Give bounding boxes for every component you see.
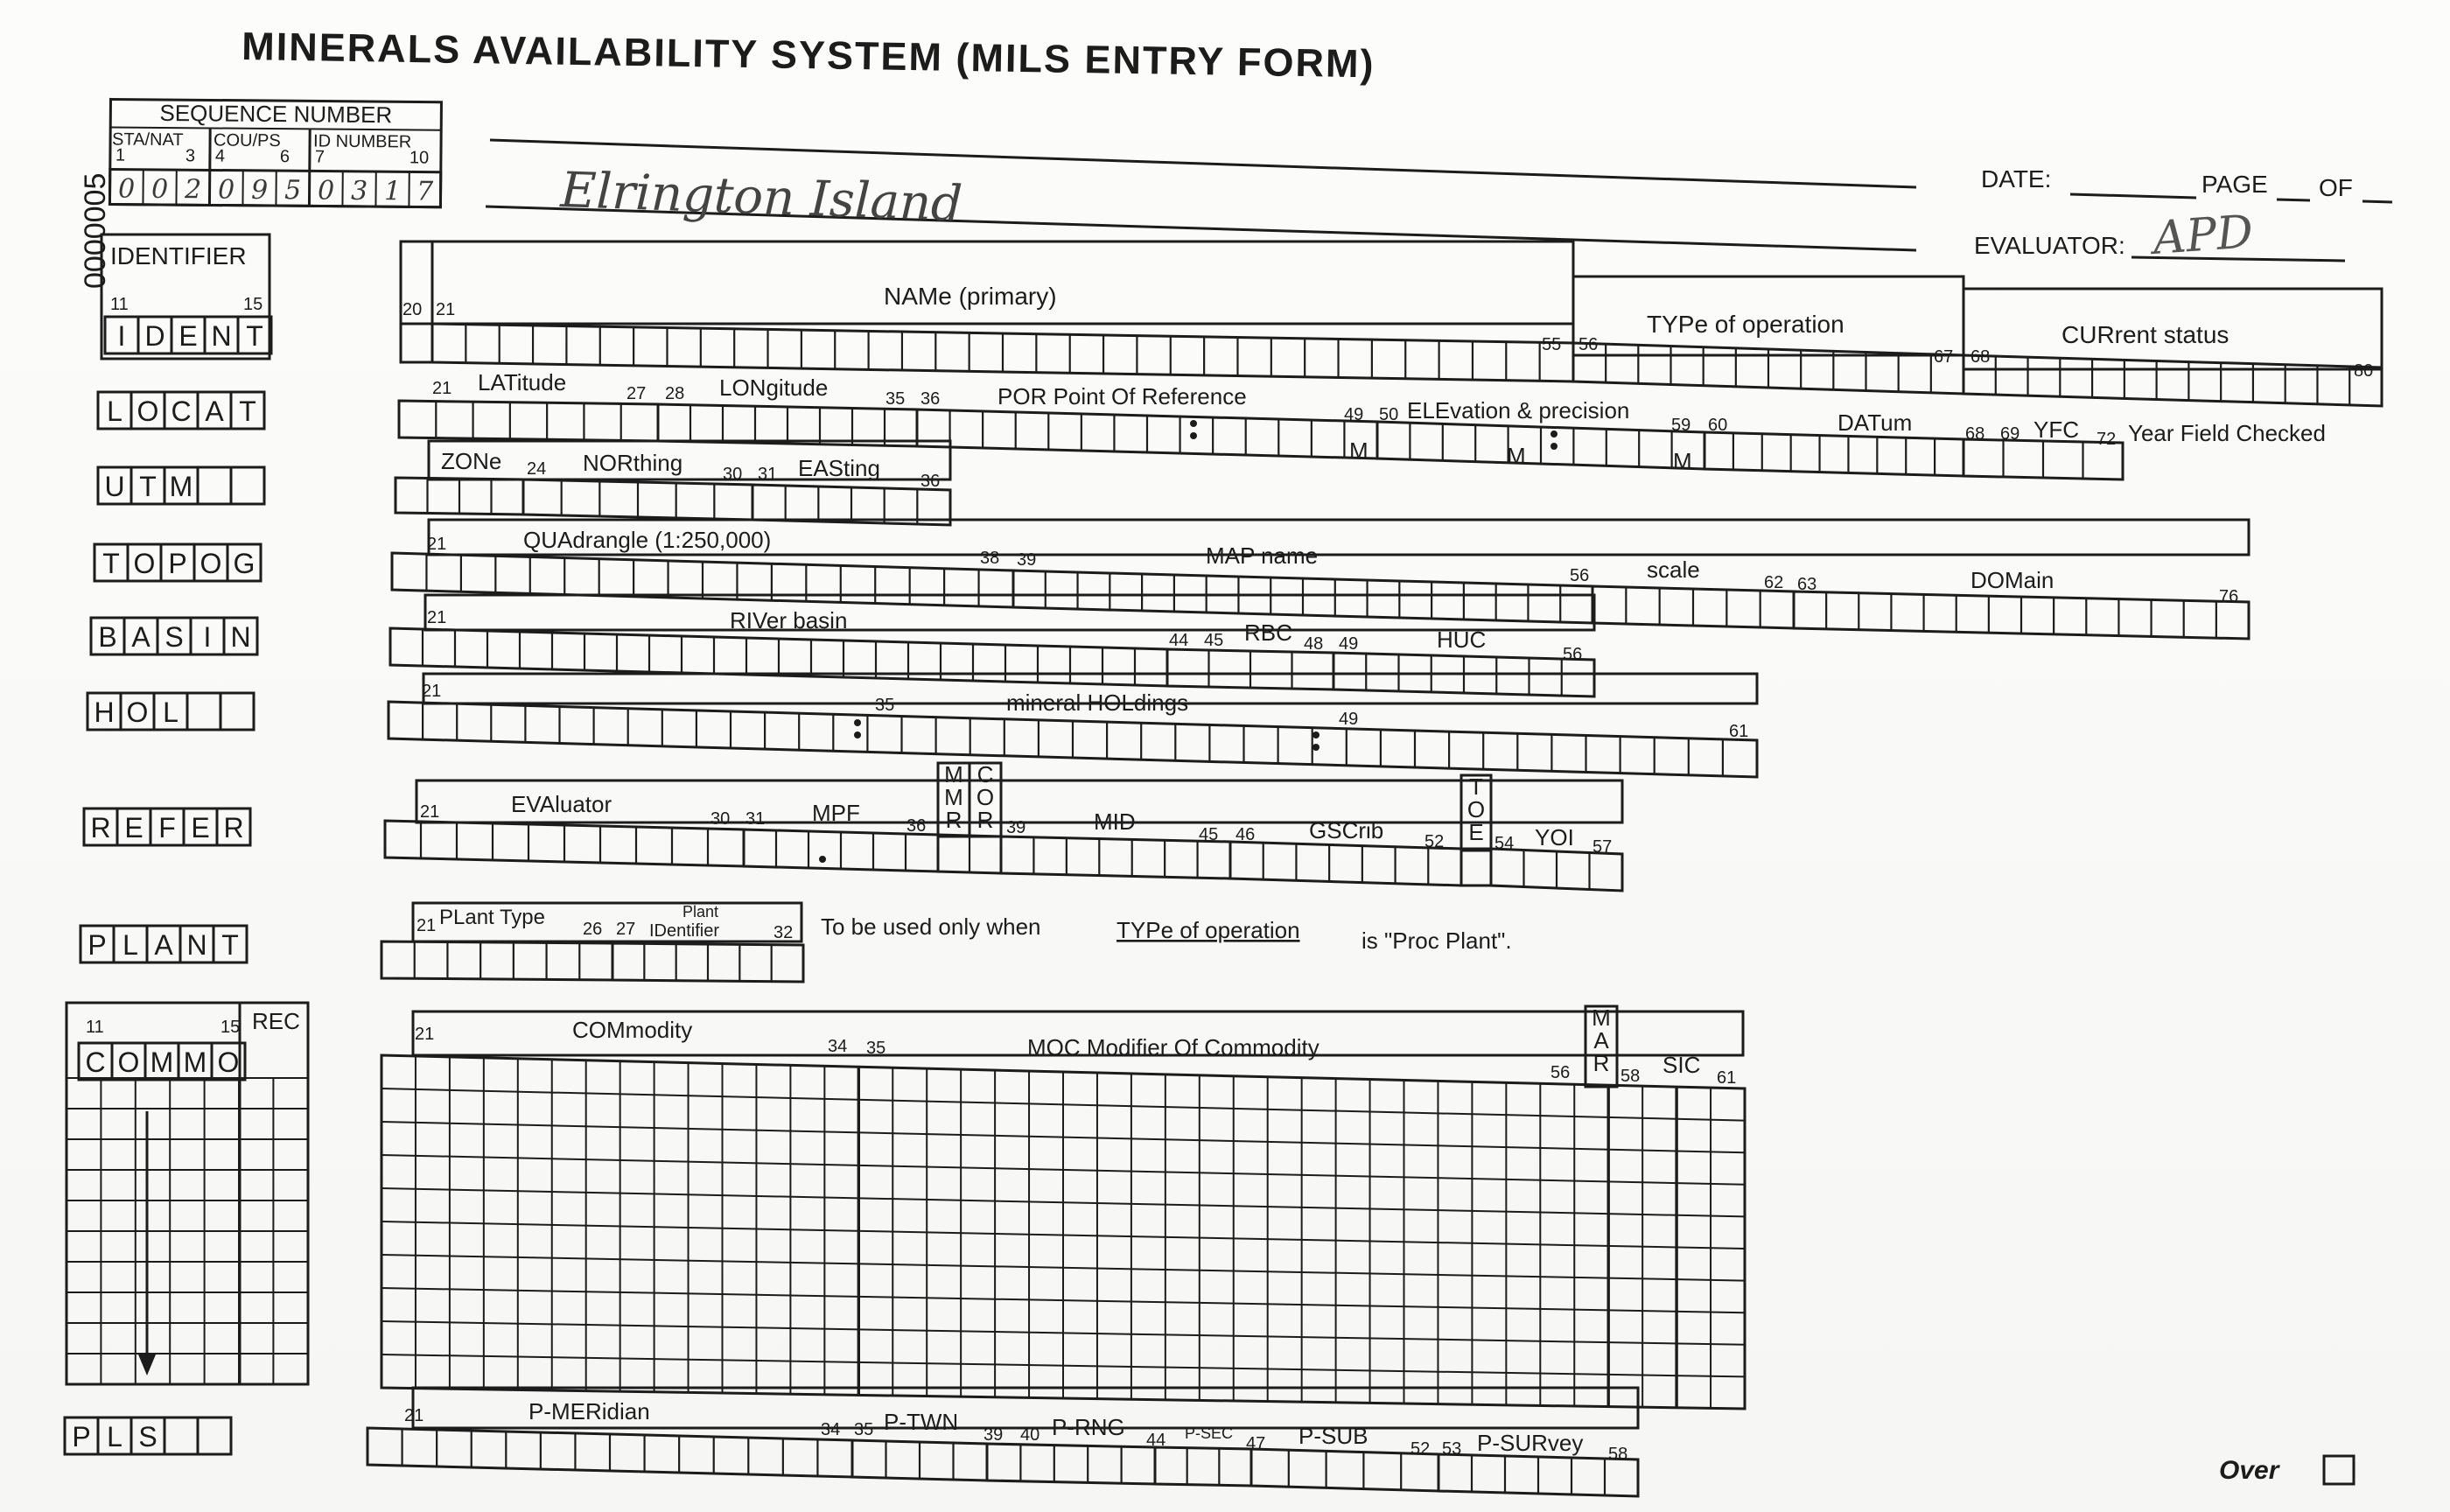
utm-zone-cells[interactable] <box>396 478 523 514</box>
identifier-col-end: 15 <box>243 295 263 314</box>
col-number: 26 <box>583 920 603 939</box>
col-number: 21 <box>427 535 447 554</box>
sequence-digit: 9 <box>250 174 269 206</box>
col-number: 50 <box>1379 405 1399 424</box>
code-letter: N <box>186 929 207 961</box>
field-grids <box>368 242 2382 1496</box>
code-letter: T <box>102 548 120 579</box>
refer-mid-label: MID <box>1094 808 1136 835</box>
plant-type-cells-border <box>382 942 612 980</box>
locat-latitude-cells-border <box>399 401 658 441</box>
col-number: 68 <box>1965 424 1985 444</box>
colon-dot <box>1550 430 1558 438</box>
col-number: 62 <box>1764 573 1784 592</box>
locat-yfc-label: YFC <box>2034 416 2079 443</box>
col-number: 21 <box>416 916 437 935</box>
colon-dot <box>854 719 861 726</box>
code-letter: O <box>117 1046 140 1078</box>
col-number: 63 <box>1797 575 1817 594</box>
record-code-locat <box>98 392 264 429</box>
pls-township-cells[interactable] <box>852 1440 987 1480</box>
plant-identifier-label-2: IDentifier <box>649 921 720 941</box>
col-number: 7 <box>314 147 326 167</box>
plant-note-prefix: To be used only when <box>821 914 1041 940</box>
col-number: 68 <box>1970 347 1991 367</box>
locat-datum-label: DATum <box>1838 410 1913 436</box>
pls-meridian-cells[interactable] <box>368 1428 852 1477</box>
identifier-col-start: 11 <box>110 295 129 314</box>
locat-latitude-label: LATitude <box>478 369 567 396</box>
record-code-hol <box>88 693 254 730</box>
header-fields <box>486 140 2392 265</box>
ident-col20-cell-border <box>401 324 432 362</box>
code-letter: I <box>203 621 212 653</box>
sequence-sub-label: ID NUMBER <box>312 131 412 152</box>
evaluator-signature: APD <box>2151 206 2255 265</box>
col-number: 21 <box>432 379 452 398</box>
col-number: 61 <box>1717 1068 1737 1088</box>
plant-type-cells[interactable] <box>382 942 612 980</box>
code-cell <box>164 1418 198 1454</box>
col-number: 56 <box>1550 1063 1571 1082</box>
refer-yoi-label: YOI <box>1535 824 1574 850</box>
col-number: 69 <box>2000 424 2020 444</box>
col-number: 32 <box>774 923 794 942</box>
col-number: 4 <box>214 146 226 166</box>
colon-dot <box>1190 432 1197 439</box>
col-number: 40 <box>1020 1425 1040 1445</box>
col-number: 67 <box>1934 347 1954 367</box>
commo-moc-label: MOC Modifier Of Commodity <box>1027 1034 1320 1060</box>
colon-dot <box>854 732 861 738</box>
col-number: 48 <box>1304 634 1324 654</box>
col-number: 55 <box>1542 335 1562 354</box>
col-number: 10 <box>409 148 430 168</box>
m-marker: M <box>1349 438 1368 464</box>
col-number: 36 <box>920 472 941 491</box>
locat-elevation-cells[interactable] <box>1377 422 1704 469</box>
pls-survey-label: P-SURvey <box>1477 1430 1584 1456</box>
form-title: MINERALS AVAILABILITY SYSTEM (MILS ENTRY FORM) <box>241 24 1376 87</box>
col-number: 54 <box>1494 834 1515 853</box>
code-letter: T <box>221 929 239 961</box>
colon-dot <box>1190 420 1197 427</box>
code-letter: A <box>154 929 173 961</box>
col-number: 45 <box>1204 631 1224 650</box>
locat-por-label: POR Point Of Reference <box>998 383 1247 410</box>
code-letter: P <box>88 929 107 961</box>
col-number: 28 <box>665 384 685 403</box>
pls-section-cells[interactable] <box>1155 1447 1251 1486</box>
utm-zone-label: ZONe <box>441 448 502 474</box>
topog-quad-cells[interactable] <box>392 553 1013 607</box>
pls-subdivision-label: P-SUB <box>1298 1423 1368 1449</box>
commo-commodity-label: COMmodity <box>572 1017 693 1043</box>
record-code-commo <box>79 1043 245 1080</box>
locat-elevation-label: ELEvation & precision <box>1407 397 1630 424</box>
col-number: 30 <box>710 809 731 829</box>
colon-dot <box>1312 732 1320 738</box>
plant-note-type: TYPe of operation <box>1116 917 1300 943</box>
sequence-digit: 0 <box>317 175 335 206</box>
commo-col-end: 15 <box>220 1018 241 1037</box>
col-number: 58 <box>1620 1067 1641 1086</box>
over-indicator <box>2219 1456 2354 1485</box>
refer-evaluator-label: EVAluator <box>511 791 612 817</box>
col-number: 31 <box>758 465 778 484</box>
topog-domain-label: DOMain <box>1970 567 2054 593</box>
sequence-heading: SEQUENCE NUMBER <box>159 99 393 129</box>
col-number: 31 <box>746 809 766 829</box>
sequence-digit: 7 <box>416 176 434 207</box>
sequence-number-block <box>109 99 441 206</box>
col-number: 24 <box>527 459 547 479</box>
col-number: 21 <box>427 608 447 627</box>
refer-mpf-label: MPF <box>812 800 860 826</box>
topog-quadrangle-label: QUAdrangle (1:250,000) <box>523 527 772 553</box>
col-number: 34 <box>821 1420 841 1439</box>
code-letter: E <box>191 812 210 844</box>
topog-map-cells[interactable] <box>1013 570 1592 623</box>
locat-yfc-full-label: Year Field Checked <box>2128 420 2326 446</box>
record-code-basin <box>91 618 257 654</box>
col-number: 21 <box>436 300 456 319</box>
refer-toe-cell[interactable] <box>1461 849 1491 886</box>
code-letter: U <box>104 471 125 502</box>
col-number: 49 <box>1339 634 1359 654</box>
basin-rbc-label: RBC <box>1244 620 1292 646</box>
code-letter: O <box>133 548 156 579</box>
pls-range-label: P-RNG <box>1052 1414 1125 1440</box>
sequence-sub-label: COU/PS <box>213 130 281 151</box>
commo-rec-label: REC <box>252 1008 300 1034</box>
refer-gscrib-label: GSCrib <box>1309 817 1384 844</box>
code-letter: P <box>168 548 187 579</box>
topog-scale-cells[interactable] <box>1592 586 1794 628</box>
code-letter: M <box>150 1046 174 1078</box>
col-number: 35 <box>886 389 906 409</box>
plant-id-cells[interactable] <box>612 943 803 982</box>
col-number: 36 <box>920 389 941 409</box>
col-number: 47 <box>1246 1434 1266 1453</box>
basin-huc-label: HUC <box>1437 626 1487 653</box>
col-number: 46 <box>1236 825 1256 844</box>
plant-note-suffix: is "Proc Plant". <box>1362 928 1512 954</box>
col-number: 49 <box>1344 405 1364 424</box>
code-letter: E <box>178 320 198 352</box>
code-letter: H <box>94 696 115 728</box>
refer-mpf-cells[interactable] <box>744 830 938 872</box>
col-number: 38 <box>980 549 1000 568</box>
pls-section-cells-border <box>1155 1447 1251 1486</box>
col-number: 35 <box>866 1039 886 1058</box>
locat-latitude-cells[interactable] <box>399 401 658 441</box>
refer-toe-label: T O E <box>1466 774 1486 845</box>
code-letter: G <box>233 548 256 579</box>
code-letter: F <box>158 812 176 844</box>
ident-status-cells-border <box>1964 355 2382 406</box>
code-cell <box>220 693 254 730</box>
col-number: 53 <box>1442 1439 1462 1459</box>
sequence-digit: 2 <box>184 174 202 206</box>
col-number: 56 <box>1578 335 1599 354</box>
record-code-plant <box>80 926 247 962</box>
col-number: 21 <box>422 682 442 701</box>
identifier-label: IDENTIFIER <box>110 242 247 270</box>
date-label: DATE: <box>1981 165 2052 192</box>
name-handwritten: Elrington Island <box>559 162 964 234</box>
refer-mid-cells[interactable] <box>1001 836 1230 878</box>
m-marker: M <box>1673 448 1692 474</box>
code-letter: N <box>211 320 232 352</box>
col-number: 60 <box>1708 416 1728 435</box>
sequence-digit: 0 <box>217 174 235 206</box>
code-letter: I <box>117 320 126 352</box>
code-letter: O <box>217 1046 240 1078</box>
col-number: 27 <box>616 920 636 939</box>
ident-name-cells[interactable] <box>432 324 1573 382</box>
code-cell <box>187 693 220 730</box>
col-number: 6 <box>279 147 290 167</box>
code-letter: L <box>107 1421 122 1452</box>
code-letter: T <box>246 320 263 352</box>
record-code-refer <box>84 808 250 845</box>
code-letter: D <box>144 320 165 352</box>
code-letter: R <box>90 812 111 844</box>
pls-range-cells[interactable] <box>987 1444 1155 1484</box>
utm-northing-cells[interactable] <box>523 480 752 520</box>
col-number: 52 <box>1424 832 1445 851</box>
col-number: 39 <box>1006 818 1026 837</box>
code-letter: O <box>136 396 159 427</box>
col-number: 39 <box>984 1425 1004 1445</box>
col-number: 45 <box>1199 825 1219 844</box>
col-number: 30 <box>723 465 743 484</box>
code-letter: T <box>239 396 256 427</box>
basin-rbc-cells[interactable] <box>1167 649 1334 690</box>
plant-identifier-label-1: Plant <box>682 903 719 920</box>
basin-river-cells[interactable] <box>390 628 1167 686</box>
code-letter: O <box>200 548 222 579</box>
col-number: 3 <box>185 146 196 166</box>
record-code-utm <box>98 467 264 504</box>
commo-grid[interactable] <box>382 1055 1745 1409</box>
pls-section-label: P-SEC <box>1185 1424 1234 1442</box>
ident-name-label: NAMe (primary) <box>884 283 1057 310</box>
commo-mar-label: M A R <box>1592 1004 1611 1076</box>
code-letter: L <box>122 929 138 961</box>
sequence-digit: 3 <box>350 175 368 207</box>
locat-por-cells[interactable] <box>917 410 1377 458</box>
code-letter: A <box>131 621 150 653</box>
col-number: 56 <box>1563 645 1583 664</box>
col-number: 34 <box>828 1037 848 1056</box>
code-letter: T <box>139 471 157 502</box>
col-number: 21 <box>415 1025 435 1044</box>
col-number: 35 <box>854 1420 874 1439</box>
code-cell <box>198 1418 231 1454</box>
refer-mmr-cor-cells[interactable] <box>938 835 1001 873</box>
sequence-digit: 0 <box>117 173 136 205</box>
ident-type-cells[interactable] <box>1573 343 1964 394</box>
ident-status-cells[interactable] <box>1964 355 2382 406</box>
code-letter: A <box>205 396 224 427</box>
record-code-ident <box>105 317 271 354</box>
col-number: 49 <box>1339 710 1359 729</box>
down-arrow-icon <box>138 1354 156 1376</box>
code-letter: O <box>126 696 149 728</box>
over-label: Over <box>2219 1456 2279 1485</box>
sequence-digit: 1 <box>383 176 402 207</box>
col-number: 80 <box>2354 361 2374 381</box>
code-letter: N <box>230 621 251 653</box>
code-letter: L <box>107 396 122 427</box>
code-letter: L <box>163 696 178 728</box>
evaluator-label: EVALUATOR: <box>1974 232 2125 259</box>
page-label: PAGE <box>2202 171 2268 198</box>
code-letter: C <box>171 396 192 427</box>
col-number: 61 <box>1729 722 1749 741</box>
pls-range-cells-border <box>987 1444 1155 1484</box>
col-number: 36 <box>906 816 927 836</box>
col-number: 56 <box>1570 566 1590 585</box>
locat-datum-cells-border <box>1704 432 1964 476</box>
utm-northing-label: NORthing <box>583 450 683 476</box>
code-letter: M <box>169 471 193 502</box>
topog-scale-label: scale <box>1647 556 1700 583</box>
code-letter: S <box>164 621 184 653</box>
col-number: 76 <box>2219 587 2239 606</box>
sequence-sub-label: STA/NAT <box>111 130 184 150</box>
topog-map-name-label: MAP name <box>1206 542 1319 569</box>
sequence-digit: 5 <box>284 175 302 206</box>
col-number: 27 <box>626 384 647 403</box>
col-number: 20 <box>402 300 423 319</box>
locat-datum-cells[interactable] <box>1704 432 1964 476</box>
col-number: 52 <box>1410 1439 1431 1459</box>
col-number: 35 <box>875 696 895 715</box>
over-checkbox[interactable] <box>2324 1456 2354 1484</box>
col-number: 39 <box>1017 550 1037 570</box>
code-letter: B <box>98 621 117 653</box>
code-cell <box>198 467 231 504</box>
sequence-digit: 0 <box>150 173 169 206</box>
col-number: 59 <box>1671 416 1691 435</box>
basin-river-label: RIVer basin <box>730 607 848 634</box>
record-code-pls <box>65 1418 231 1454</box>
decimal-dot <box>819 856 826 863</box>
code-letter: P <box>72 1421 91 1452</box>
plant-type-label: PLant Type <box>439 906 545 929</box>
code-letter: E <box>124 812 144 844</box>
of-label: OF <box>2319 174 2353 201</box>
refer-toe-cell-border <box>1461 849 1491 886</box>
m-marker: M <box>1507 443 1526 469</box>
col-number: 44 <box>1146 1431 1166 1450</box>
locat-longitude-label: LONgitude <box>719 374 829 401</box>
code-letter: M <box>183 1046 207 1078</box>
col-number: 21 <box>420 802 440 822</box>
ident-current-status-label: CURrent status <box>2062 321 2230 348</box>
refer-evaluator-cells[interactable] <box>385 821 744 866</box>
utm-easting-label: EASting <box>798 455 880 481</box>
col-number: 72 <box>2096 430 2117 449</box>
col-number: 44 <box>1169 631 1189 650</box>
col-number: 1 <box>115 145 126 165</box>
code-letter: C <box>85 1046 106 1078</box>
refer-mid-cells-border <box>1001 836 1230 878</box>
pls-township-label: P-TWN <box>884 1409 959 1435</box>
code-letter: R <box>223 812 244 844</box>
code-letter: S <box>138 1421 158 1452</box>
side-stamp-number: 0000005 <box>79 172 112 289</box>
code-cell <box>231 467 264 504</box>
col-number: 21 <box>404 1406 424 1425</box>
ident-col20-cell[interactable] <box>401 324 432 362</box>
refer-mmr-label: M M R <box>944 761 963 833</box>
topog-domain-cells[interactable] <box>1794 592 2249 639</box>
pls-meridian-label: P-MERidian <box>528 1398 650 1424</box>
record-code-topog <box>94 544 261 581</box>
colon-dot <box>1312 744 1320 751</box>
col-number: 57 <box>1592 837 1613 857</box>
col-number: 58 <box>1608 1445 1628 1464</box>
commo-col-start: 11 <box>86 1018 104 1037</box>
refer-cor-label: C O R <box>976 761 995 833</box>
ident-type-label: TYPe of operation <box>1647 311 1844 338</box>
commo-sic-label: SIC <box>1662 1052 1701 1078</box>
hol-holdings-label: mineral HOLdings <box>1006 690 1189 716</box>
colon-dot <box>1550 443 1558 450</box>
basin-header <box>425 595 1594 630</box>
